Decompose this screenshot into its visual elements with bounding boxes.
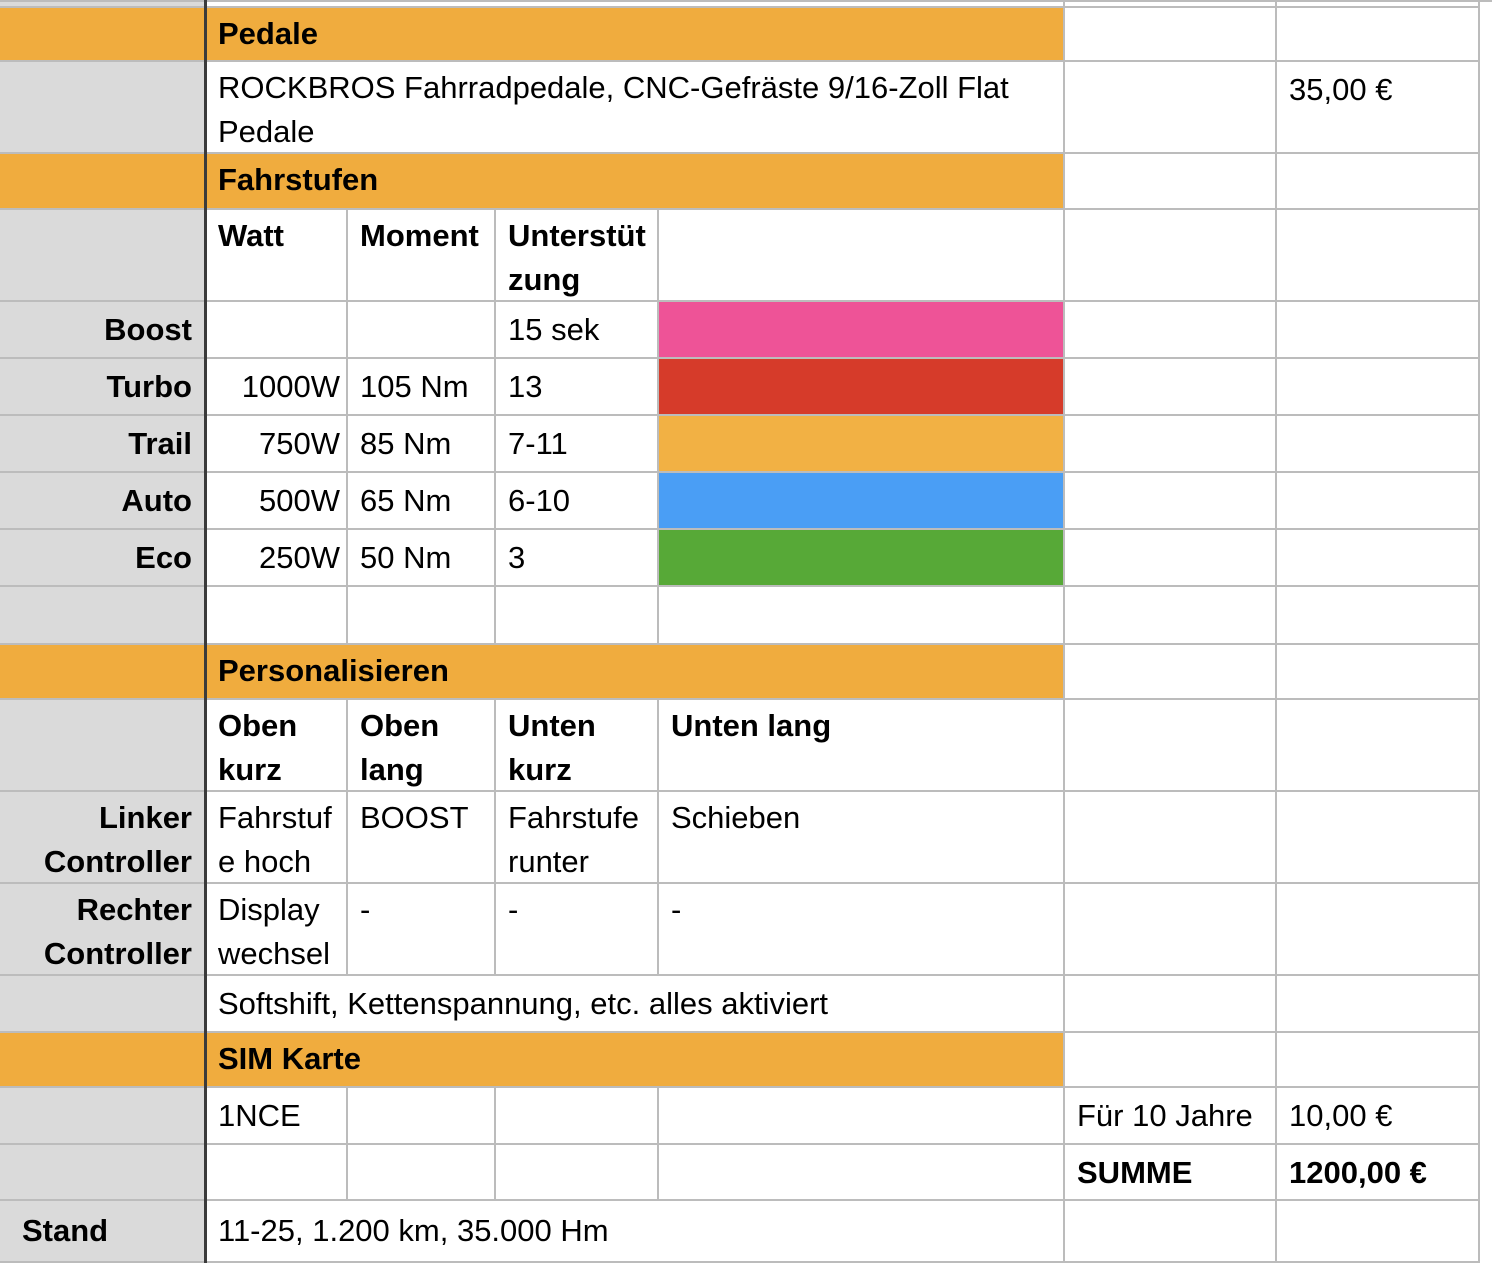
- section-sim-band-left[interactable]: [0, 1033, 206, 1088]
- cell-rechter-unten-kurz[interactable]: -: [496, 884, 659, 976]
- cell-fahrstufen-f[interactable]: [1065, 154, 1277, 210]
- pedale-item-line1: ROCKBROS Fahrradpedale, CNC-Gefräste 9/16-Zoll Flat Pedale: [218, 70, 1009, 149]
- cell-eco-moment[interactable]: 50 Nm: [348, 530, 496, 587]
- col-header-watt[interactable]: Watt: [206, 210, 348, 302]
- cell-fahrstufen-hdr-f[interactable]: [1065, 210, 1277, 302]
- cell-pedale-price[interactable]: 35,00 €: [1277, 62, 1480, 154]
- cell-linker-unten-lang[interactable]: Schieben: [659, 792, 1065, 884]
- cell-auto-f[interactable]: [1065, 473, 1277, 530]
- cell-rechter-oben-kurz[interactable]: Displaywechsel: [206, 884, 348, 976]
- bar-auto[interactable]: [659, 473, 1065, 530]
- cell-trail-watt[interactable]: 750W: [206, 416, 348, 473]
- cell-summe-c[interactable]: [348, 1145, 496, 1201]
- cell-fahrstufen-hdr-e[interactable]: [659, 210, 1065, 302]
- cell-rechter-g[interactable]: [1277, 884, 1480, 976]
- cell-linker-g[interactable]: [1277, 792, 1480, 884]
- cell-auto-unterstuetzung[interactable]: 6-10: [496, 473, 659, 530]
- cell-1nce-c[interactable]: [348, 1088, 496, 1145]
- col-header-unterstuetzung[interactable]: Unterstützung: [496, 210, 659, 302]
- col-header-unten-lang[interactable]: Unten lang: [659, 700, 1065, 792]
- cell-rechter-f[interactable]: [1065, 884, 1277, 976]
- section-fahrstufen-band-left[interactable]: [0, 154, 206, 210]
- bar-trail[interactable]: [659, 416, 1065, 473]
- cell-trail-f[interactable]: [1065, 416, 1277, 473]
- cell-pedale-g[interactable]: [1277, 8, 1480, 62]
- cell-sim-provider[interactable]: 1NCE: [206, 1088, 348, 1145]
- cell-eco-f[interactable]: [1065, 530, 1277, 587]
- cell-stand-g[interactable]: [1277, 1201, 1480, 1263]
- cell-linker-oben-lang[interactable]: BOOST: [348, 792, 496, 884]
- cell-fahrstufen-g[interactable]: [1277, 154, 1480, 210]
- cell-spacer-d[interactable]: [496, 587, 659, 645]
- cell-linker-oben-kurz[interactable]: Fahrstufe hoch: [206, 792, 348, 884]
- row-label-auto[interactable]: Auto: [0, 473, 206, 530]
- cell-fahrstufen-hdr-g[interactable]: [1277, 210, 1480, 302]
- cell-turbo-unterstuetzung[interactable]: 13: [496, 359, 659, 416]
- bar-turbo[interactable]: [659, 359, 1065, 416]
- cell-1nce-d[interactable]: [496, 1088, 659, 1145]
- cell-summe-b[interactable]: [206, 1145, 348, 1201]
- cell-linker-unten-kurz[interactable]: Fahrstufe runter: [496, 792, 659, 884]
- cell-eco-g[interactable]: [1277, 530, 1480, 587]
- cell-sim-price[interactable]: 10,00 €: [1277, 1088, 1480, 1145]
- cell-sim-g[interactable]: [1277, 1033, 1480, 1088]
- cell-auto-g[interactable]: [1277, 473, 1480, 530]
- section-pedale-band-left[interactable]: [0, 8, 206, 62]
- section-header-fahrstufen[interactable]: Fahrstufen: [206, 154, 1065, 210]
- cell-controller-hdr-g[interactable]: [1277, 700, 1480, 792]
- cell-trail-g[interactable]: [1277, 416, 1480, 473]
- cell-trail-unterstuetzung[interactable]: 7-11: [496, 416, 659, 473]
- column-divider: [204, 0, 207, 1263]
- bar-eco[interactable]: [659, 530, 1065, 587]
- cell-stand-value[interactable]: 11-25, 1.200 km, 35.000 Hm: [206, 1201, 1065, 1263]
- cell-boost-watt[interactable]: [206, 302, 348, 359]
- col-header-oben-lang[interactable]: Oben lang: [348, 700, 496, 792]
- cell-spacer-g[interactable]: [1277, 587, 1480, 645]
- cell-spacer-b[interactable]: [206, 587, 348, 645]
- col-header-unten-kurz[interactable]: Unten kurz: [496, 700, 659, 792]
- row-label-stand[interactable]: Stand: [0, 1201, 206, 1263]
- cell-summe-e[interactable]: [659, 1145, 1065, 1201]
- cell-softshift-f[interactable]: [1065, 976, 1277, 1033]
- cell-eco-watt[interactable]: 250W: [206, 530, 348, 587]
- cell-rockbros-f[interactable]: [1065, 62, 1277, 154]
- cell-boost-moment[interactable]: [348, 302, 496, 359]
- section-header-sim-karte[interactable]: SIM Karte: [206, 1033, 1065, 1088]
- cell-stand-f[interactable]: [1065, 1201, 1277, 1263]
- cell-spacer-f[interactable]: [1065, 587, 1277, 645]
- cell-turbo-watt[interactable]: 1000W: [206, 359, 348, 416]
- cell-controller-hdr-f[interactable]: [1065, 700, 1277, 792]
- row-label-linker-controller[interactable]: Linker Controller: [0, 792, 206, 884]
- cell-fahrstufen-hdr-label[interactable]: [0, 210, 206, 302]
- row-label-turbo[interactable]: Turbo: [0, 359, 206, 416]
- cell-summe-label-a[interactable]: [0, 1145, 206, 1201]
- cell-softshift-note[interactable]: Softshift, Kettenspannung, etc. alles aktiviert: [206, 976, 1065, 1033]
- cell-pedale-item[interactable]: [206, 62, 1065, 154]
- col-header-moment[interactable]: Moment: [348, 210, 496, 302]
- cell-auto-watt[interactable]: 500W: [206, 473, 348, 530]
- cell-eco-unterstuetzung[interactable]: 3: [496, 530, 659, 587]
- bar-boost[interactable]: [659, 302, 1065, 359]
- row-label-eco[interactable]: Eco: [0, 530, 206, 587]
- cell-rechter-unten-lang[interactable]: -: [659, 884, 1065, 976]
- cell-sim-f[interactable]: [1065, 1033, 1277, 1088]
- cell-sim-duration[interactable]: Für 10 Jahre: [1065, 1088, 1277, 1145]
- section-header-pedale[interactable]: Pedale: [206, 8, 1065, 62]
- cell-personalisieren-f[interactable]: [1065, 645, 1277, 700]
- section-header-personalisieren[interactable]: Personalisieren: [206, 645, 1065, 700]
- cell-boost-f[interactable]: [1065, 302, 1277, 359]
- cell-boost-unterstuetzung[interactable]: 15 sek: [496, 302, 659, 359]
- cell-spacer-e[interactable]: [659, 587, 1065, 645]
- cell-1nce-label[interactable]: [0, 1088, 206, 1145]
- cell-spacer-c[interactable]: [348, 587, 496, 645]
- cell-linker-f[interactable]: [1065, 792, 1277, 884]
- cell-1nce-e[interactable]: [659, 1088, 1065, 1145]
- cell-boost-g[interactable]: [1277, 302, 1480, 359]
- cell-summe-d[interactable]: [496, 1145, 659, 1201]
- cell-controller-hdr-label[interactable]: [0, 700, 206, 792]
- cell-trail-moment[interactable]: 85 Nm: [348, 416, 496, 473]
- section-personalisieren-band-left[interactable]: [0, 645, 206, 700]
- cell-pedale-f[interactable]: [1065, 8, 1277, 62]
- cell-rechter-oben-lang[interactable]: -: [348, 884, 496, 976]
- row-label-rechter-controller[interactable]: Rechter Controller: [0, 884, 206, 976]
- cell-softshift-g[interactable]: [1277, 976, 1480, 1033]
- cell-softshift-label[interactable]: [0, 976, 206, 1033]
- cell-summe-value[interactable]: 1200,00 €: [1277, 1145, 1480, 1201]
- cell-turbo-g[interactable]: [1277, 359, 1480, 416]
- cell-turbo-f[interactable]: [1065, 359, 1277, 416]
- cell-summe-label[interactable]: SUMME: [1065, 1145, 1277, 1201]
- cell-personalisieren-g[interactable]: [1277, 645, 1480, 700]
- cell-turbo-moment[interactable]: 105 Nm: [348, 359, 496, 416]
- cell-rockbros-label[interactable]: [0, 62, 206, 154]
- row-label-boost[interactable]: Boost: [0, 302, 206, 359]
- cell-spacer-label[interactable]: [0, 587, 206, 645]
- col-header-oben-kurz[interactable]: Oben kurz: [206, 700, 348, 792]
- row-label-trail[interactable]: Trail: [0, 416, 206, 473]
- cell-auto-moment[interactable]: 65 Nm: [348, 473, 496, 530]
